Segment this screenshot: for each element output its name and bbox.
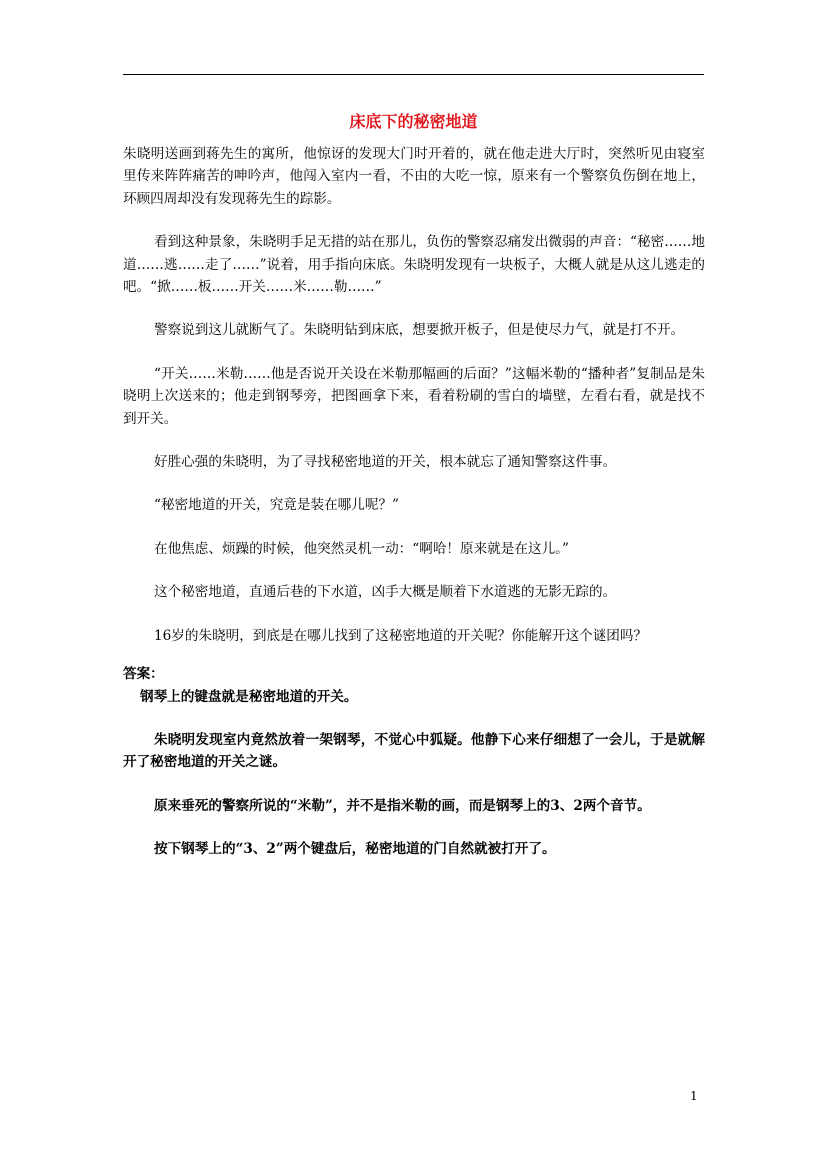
answer-paragraph-3: 原来垂死的警察所说的“米勒”，并不是指米勒的画，而是钢琴上的3、2两个音节。 <box>154 797 651 814</box>
story-paragraph-5: 好胜心强的朱晓明，为了寻找秘密地道的开关，根本就忘了通知警察这件事。 <box>154 454 617 471</box>
story-paragraph-2: 看到这种景象，朱晓明手足无措的站在那儿，负伤的警察忍痛发出微弱的声音：“秘密……地道……逃……走了……”说着，用手指向床底。朱晓明发现有一块板子，大概人就是从这儿逃走的吧。“掀……板……开关……米……勒……” <box>123 234 705 296</box>
story-paragraph-6: “秘密地道的开关，究竟是装在哪儿呢？” <box>154 497 399 514</box>
story-paragraph-4: “开关……米勒……他是否说开关设在米勒那幅画的后面？”这幅米勒的“播种者”复制品是朱晓明上次送来的；他走到钢琴旁，把图画拿下来，看着粉刷的雪白的墙壁，左看右看，就是找不到开关。 <box>123 365 705 427</box>
story-paragraph-7: 在他焦虑、烦躁的时候，他突然灵机一动：“啊哈！原来就是在这儿。” <box>154 540 569 557</box>
answer-section <box>123 663 705 860</box>
answer-paragraph-2: 朱晓明发现室内竟然放着一架钢琴，不觉心中狐疑。他静下心来仔细想了一会儿，于是就解开了秘密地道的开关之谜。 <box>123 731 705 771</box>
document-title: 床底下的秘密地道 <box>349 112 478 131</box>
answer-paragraph-4: 按下钢琴上的“3、2”两个键盘后，秘密地道的门自然就被打开了。 <box>154 841 556 858</box>
answer-paragraph-1: 钢琴上的键盘就是秘密地道的开关。 <box>140 688 358 705</box>
header-rule <box>123 74 704 75</box>
story-paragraph-9: 16岁的朱晓明，到底是在哪儿找到了这秘密地道的开关呢？你能解开这个谜团吗？ <box>154 627 648 644</box>
story-paragraph-8: 这个秘密地道，直通后巷的下水道，凶手大概是顺着下水道逃的无影无踪的。 <box>154 584 617 601</box>
answer-label: 答案： <box>123 666 164 683</box>
story-paragraph-3: 警察说到这儿就断气了。朱晓明钻到床底，想要掀开板子，但是使尽力气，就是打不开。 <box>154 322 685 339</box>
page-number: 1 <box>690 1089 698 1103</box>
document-body <box>123 143 705 861</box>
story-paragraph-1: 朱晓明送画到蒋先生的寓所，他惊讶的发现大门时开着的，就在他走进大厅时，突然听见由寝室里传来阵阵痛苦的呻吟声，他闯入室内一看，不由的大吃一惊，原来有一个警察负伤倒在地上，环顾四周却没有发现蒋先生的踪影。 <box>123 146 705 207</box>
